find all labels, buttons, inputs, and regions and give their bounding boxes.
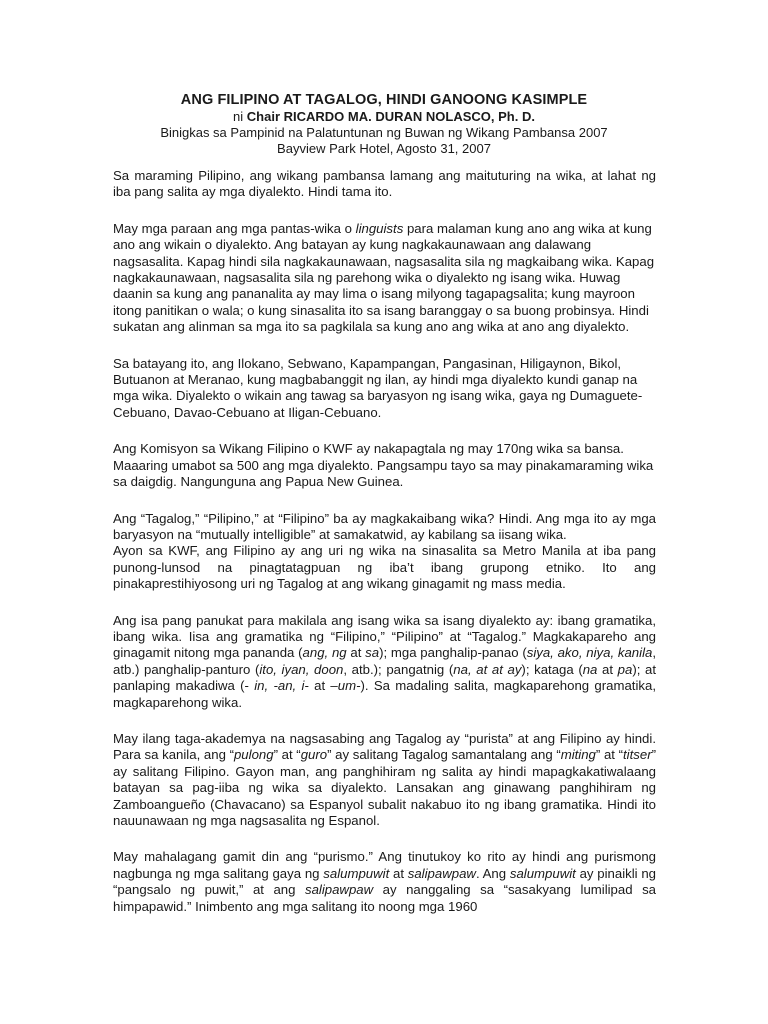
italic-term: guro bbox=[300, 747, 328, 763]
italic-term: ang, ng bbox=[302, 645, 347, 661]
italic-term: siya, ako, niya, kanila bbox=[526, 645, 653, 661]
body-paragraph bbox=[113, 613, 656, 711]
text-run: , atb.); pangatnig ( bbox=[343, 661, 454, 677]
body-paragraph bbox=[113, 168, 656, 201]
byline-prefix: ni bbox=[233, 109, 247, 124]
body-paragraph bbox=[113, 731, 656, 829]
italic-term: linguists bbox=[355, 220, 404, 236]
italic-term: sa bbox=[365, 645, 380, 661]
text-run: ” at “ bbox=[273, 747, 301, 763]
text-run: May ilang taga-akademya na nagsasabing ang Tagalog ay “purista” at ang Filipino ay hindi. Para sa kanila, ang “ bbox=[113, 730, 656, 763]
text-run: . Ang bbox=[475, 865, 510, 881]
body-paragraph bbox=[113, 441, 656, 490]
text-run: Ang isa pang panukat para makilala ang isang wika sa isang diyalekto ay: ibang gramatika, ibang wika. Iisa ang gramatika ng “Filipino,” “Pilipino” at “Tagalog.” Magkakapareho ang ginagamit nitong mga pananda ( bbox=[113, 612, 656, 661]
document-body bbox=[113, 168, 656, 935]
body-paragraph bbox=[113, 221, 656, 336]
text-run: at bbox=[308, 678, 331, 694]
body-paragraph bbox=[113, 511, 656, 544]
text-run: Ang “Tagalog,” “Pilipino,” at “Filipino” ba ay magkakaibang wika? Hindi. Ang mga ito ay mga baryasyon na “mutually intelligible” at samakatwid, ay kabilang sa iisang wika. bbox=[113, 510, 656, 542]
text-run: ay pinaikli ng “pangsalo ng puwit,” at ang bbox=[113, 865, 657, 898]
italic-term: pa bbox=[617, 661, 633, 677]
text-run: Ayon sa KWF, ang Filipino ay ang uri ng wika na sinasalita sa Metro Manila at iba pang punong-lunsod na pinagtatagpuan ng iba’t ibang grupong etniko. Ito ang pinakaprestihiyosong uri ng Tagalog at ang wikang ginagamit ng mass media. bbox=[113, 543, 656, 592]
text-run: ). Sa madaling salita, magkaparehong gramatika, magkaparehong wika. bbox=[113, 678, 656, 710]
text-run: ” at “ bbox=[595, 747, 624, 763]
italic-term: –um- bbox=[330, 678, 361, 694]
document-header bbox=[0, 0, 768, 157]
text-run: para malaman kung ano ang wika at kung ano ang wikain o diyalekto. Ang batayan ay kung nagkakaunawaan ang dalawang nagsasalita. Kapag hindi sila nagkakaunawaan, nagsasalita sila ng magkaibang wika. Kapag nagkakaunawaan, nagsasalita sila ng parehong wika o diyalekto ng isang wika. Huwag daanin sa kung ang pananalita ay may lima o isang milyong tagapagsalita; kung mayroon itong panitikan o wala; o kung sinasalita ito sa isang baranggay o sa buong probinsya. Hindi sukatan ang alinman sa mga ito sa pagkilala sa kung ano ang wika at ano ang diyalekto. bbox=[113, 220, 655, 335]
body-paragraph bbox=[113, 543, 656, 592]
italic-term: ito, iyan, doon bbox=[259, 661, 344, 677]
text-run: at bbox=[597, 661, 618, 677]
italic-term: in, -an, i- bbox=[254, 678, 309, 694]
text-run: Sa maraming Pilipino, ang wikang pambansa lamang ang maituturing na wika, at lahat ng iba pang salita ay mga diyalekto. Hindi tama ito. bbox=[113, 168, 656, 200]
text-run: , atb.) panghalip-panturo ( bbox=[113, 645, 657, 677]
byline bbox=[0, 109, 768, 125]
italic-term: titser bbox=[623, 747, 652, 763]
text-run: at bbox=[346, 645, 366, 661]
italic-term: salipawpaw bbox=[407, 865, 476, 881]
italic-term: na bbox=[582, 661, 598, 677]
body-paragraph bbox=[113, 849, 656, 915]
document-title: ANG FILIPINO AT TAGALOG, HINDI GANOONG KASIMPLE bbox=[180, 92, 588, 108]
italic-term: pulong bbox=[233, 747, 274, 763]
text-run: ay nanggaling sa “sasakyang lumilipad sa himpapawid.” Inimbento ang mga salitang ito noong mga 1960 bbox=[113, 882, 656, 914]
text-run: ” ay salitang Tagalog samantalang ang “ bbox=[327, 747, 561, 763]
text-run: ” ay salitang Filipino. Gayon man, ang panghihiram ng salita ay hindi mapagkakatiwalaang batayan sa pag-iiba ng wika sa diyalekto. Lansakan ang ginawang panghihiram ng Zamboangueño (Chavacano) sa Espanyol subalit nakabuo ito ng ibang gramatika. Hindi ito nauunawaan ng mga nagsasalita ng Espanol. bbox=[113, 747, 656, 828]
text-run: ); kataga ( bbox=[521, 661, 583, 677]
italic-term: na, at at ay bbox=[453, 661, 522, 677]
text-run: May mga paraan ang mga pantas-wika o bbox=[113, 220, 356, 236]
text-run: Sa batayang ito, ang Ilokano, Sebwano, Kapampangan, Pangasinan, Hiligaynon, Bikol, Butuanon at Meranao, kung magbabanggit ng ilan, ay hindi mga diyalekto kundi ganap na mga wika. Diyalekto o wikain ang tawag sa baryasyon ng isang wika, gaya ng Dumaguete-Cebuano, Davao-Cebuano at Iligan-Cebuano. bbox=[113, 355, 643, 420]
text-run: May mahalagang gamit din ang “purismo.” Ang tinutukoy ko rito ay hindi ang purismong nagbunga ng mga salitang gaya ng bbox=[113, 849, 656, 881]
italic-term: salipawpaw bbox=[304, 882, 374, 898]
occasion-line: Binigkas sa Pampinid na Palatuntunan ng Buwan ng Wikang Pambansa 2007 bbox=[160, 125, 608, 140]
text-run: Ang Komisyon sa Wikang Filipino o KWF ay nakapagtala ng may 170ng wika sa bansa. Maaaring umabot sa 500 ang mga diyalekto. Pangsampu tayo sa may pinakamaraming wika sa daigdig. Nangunguna ang Papua New Guinea. bbox=[113, 441, 654, 490]
italic-term: salumpuwit bbox=[323, 865, 390, 881]
italic-term: miting bbox=[560, 747, 596, 763]
text-run: at bbox=[389, 865, 408, 881]
body-paragraph bbox=[113, 356, 656, 422]
author-name: Chair RICARDO MA. DURAN NOLASCO, Ph. D. bbox=[246, 109, 535, 124]
italic-term: salumpuwit bbox=[509, 865, 576, 881]
venue-date-line: Bayview Park Hotel, Agosto 31, 2007 bbox=[277, 141, 491, 156]
text-run: ); at panlaping makadiwa (- bbox=[113, 661, 656, 694]
text-run: ); mga panghalip-panao ( bbox=[379, 645, 527, 661]
